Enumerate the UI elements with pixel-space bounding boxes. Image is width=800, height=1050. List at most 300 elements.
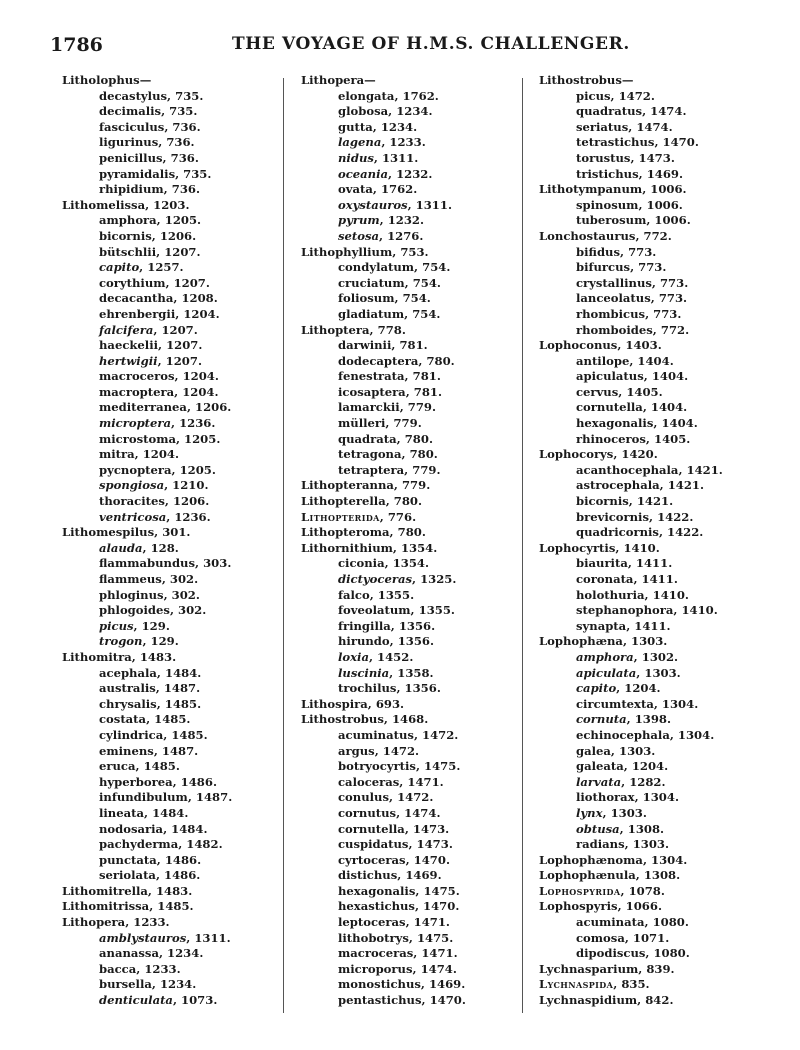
entry-separator: , bbox=[613, 977, 622, 992]
entry-name: decacantha bbox=[99, 291, 174, 306]
entry-page: 776 bbox=[387, 509, 413, 524]
entry-page: 736 bbox=[170, 150, 195, 165]
species-entry bbox=[58, 541, 290, 557]
species-entry bbox=[297, 463, 529, 479]
entry-period: . bbox=[410, 587, 415, 602]
entry-period: . bbox=[718, 462, 723, 477]
entry-period: . bbox=[211, 416, 216, 431]
entry-page: 1308 bbox=[627, 821, 661, 836]
entry-name: macroceras bbox=[338, 946, 414, 961]
entry-period: . bbox=[197, 852, 202, 867]
entry-page: 1234 bbox=[396, 104, 429, 119]
entry-period: . bbox=[664, 759, 669, 774]
entry-period: . bbox=[684, 275, 689, 290]
entry-name: argus bbox=[338, 743, 375, 758]
entry-name: fenestrata bbox=[338, 369, 405, 384]
entry-period: . bbox=[192, 977, 197, 992]
entry-separator: , bbox=[385, 416, 394, 431]
entry-name: leptoceras bbox=[338, 915, 406, 930]
entry-page: 1356 bbox=[397, 634, 430, 649]
entry-page: 1207 bbox=[161, 322, 194, 337]
entry-separator: , bbox=[620, 883, 629, 898]
genus-entry bbox=[58, 198, 290, 214]
entry-page: 1304 bbox=[651, 852, 684, 867]
entry-name: comosa bbox=[576, 930, 625, 945]
entry-page: 778 bbox=[377, 322, 402, 337]
entry-separator: , bbox=[163, 821, 172, 836]
species-entry bbox=[535, 291, 767, 307]
entry-name: seriolata bbox=[99, 868, 156, 883]
entry-name: oxystauros bbox=[338, 197, 408, 212]
entry-name: cyrtoceras bbox=[338, 852, 406, 867]
entry-separator: , bbox=[622, 634, 632, 649]
entry-separator: , bbox=[394, 88, 403, 103]
entry-period: . bbox=[418, 494, 423, 509]
entry-page: 1411 bbox=[634, 618, 667, 633]
genus-entry bbox=[535, 962, 767, 978]
entry-period: . bbox=[656, 681, 661, 696]
entry-name: capito bbox=[576, 681, 617, 696]
entry-page: 1485 bbox=[171, 727, 204, 742]
entry-page: 772 bbox=[643, 228, 668, 243]
entry-name: holothuria bbox=[576, 587, 645, 602]
entry-period: . bbox=[664, 837, 670, 852]
entry-page: 1303 bbox=[610, 805, 643, 820]
entry-separator: , bbox=[602, 805, 611, 820]
entry-name: acanthocephala bbox=[576, 462, 679, 477]
entry-name: hyperborea bbox=[99, 774, 173, 789]
entry-name: phloginus bbox=[99, 587, 164, 602]
species-entry bbox=[58, 369, 290, 385]
entry-separator: , bbox=[642, 852, 652, 867]
entry-separator: , bbox=[156, 696, 165, 711]
entry-period: . bbox=[433, 540, 438, 555]
entry-separator: , bbox=[628, 494, 637, 509]
species-entry bbox=[297, 354, 529, 370]
entry-period: . bbox=[660, 821, 665, 836]
entry-name: Lonchostaurus bbox=[539, 228, 636, 243]
entry-period: . bbox=[175, 759, 180, 774]
species-entry bbox=[535, 744, 767, 760]
entry-page: 1404 bbox=[661, 416, 694, 431]
entry-period: . bbox=[196, 868, 201, 883]
entry-name: Lithornithium bbox=[301, 540, 393, 555]
entry-page: 1078 bbox=[628, 883, 661, 898]
species-entry bbox=[535, 525, 767, 541]
entry-page: 1233 bbox=[144, 961, 177, 976]
entry-period: . bbox=[194, 150, 199, 165]
entry-period: . bbox=[172, 649, 177, 664]
entry-separator: , bbox=[134, 447, 143, 462]
entry-name: quadricornis bbox=[576, 525, 659, 540]
entry-page: 839 bbox=[646, 961, 671, 976]
entry-page: 779 bbox=[393, 416, 418, 431]
entry-name: Lophoconus bbox=[539, 338, 618, 353]
entry-separator: , bbox=[401, 447, 410, 462]
entry-page: 1207 bbox=[165, 353, 198, 368]
entry-name: tetraptera bbox=[338, 462, 405, 477]
entry-period: . bbox=[426, 478, 431, 493]
entry-name: infundibulum bbox=[99, 790, 188, 805]
entry-separator: , bbox=[415, 883, 424, 898]
entry-name: darwinii bbox=[338, 338, 392, 353]
entry-period: . bbox=[197, 696, 202, 711]
species-entry bbox=[58, 993, 290, 1009]
genus-entry bbox=[297, 697, 529, 713]
species-entry bbox=[297, 291, 529, 307]
entry-separator: , bbox=[163, 587, 172, 602]
entry-separator: , bbox=[156, 852, 165, 867]
entry-name: Lithospira bbox=[301, 696, 368, 711]
entry-page: 1486 bbox=[164, 868, 197, 883]
entry-separator: , bbox=[638, 961, 647, 976]
entry-page: 1303 bbox=[631, 634, 664, 649]
entry-separator: , bbox=[624, 930, 633, 945]
entry-name: icosaptera bbox=[338, 384, 406, 399]
entry-period: . bbox=[669, 993, 674, 1008]
entry-page: 1356 bbox=[404, 681, 437, 696]
entry-name: ovata bbox=[338, 182, 373, 197]
entry-name: crystallinus bbox=[576, 275, 652, 290]
entry-separator: , bbox=[650, 291, 659, 306]
entry-separator: , bbox=[394, 291, 403, 306]
species-entry bbox=[58, 759, 290, 775]
entry-page: 781 bbox=[399, 338, 424, 353]
entry-name: stephanophora bbox=[576, 603, 674, 618]
species-entry bbox=[535, 400, 767, 416]
species-entry bbox=[535, 946, 767, 962]
entry-separator: , bbox=[161, 104, 170, 119]
entry-separator: , bbox=[669, 727, 678, 742]
entry-name: flammabundus bbox=[99, 556, 196, 571]
entry-page: 1487 bbox=[161, 743, 195, 758]
entry-name: nodosaria bbox=[99, 821, 164, 836]
entry-page: 1236 bbox=[174, 509, 207, 524]
entry-page: 1358 bbox=[397, 665, 430, 680]
species-entry bbox=[535, 572, 767, 588]
entry-name: pycnoptera bbox=[99, 462, 172, 477]
entry-period: . bbox=[452, 572, 457, 586]
entry-period: . bbox=[196, 119, 201, 134]
species-entry bbox=[297, 229, 529, 245]
entry-name: torustus bbox=[576, 150, 631, 165]
entry-name: Litholophus— bbox=[62, 73, 152, 87]
entry-name: larvata bbox=[576, 774, 622, 789]
entry-page: 1276 bbox=[387, 228, 420, 243]
entry-separator: , bbox=[388, 104, 397, 119]
entry-page: 1469 bbox=[646, 166, 679, 181]
entry-name: acephala bbox=[99, 665, 157, 680]
entry-period: . bbox=[213, 993, 218, 1008]
entry-name: Lithomitrella bbox=[62, 883, 148, 898]
entry-name: trogon bbox=[99, 634, 143, 649]
entry-separator: , bbox=[637, 993, 646, 1008]
species-entry bbox=[58, 260, 290, 276]
species-entry bbox=[535, 245, 767, 261]
entry-name: foliosum bbox=[338, 291, 395, 306]
entry-name: ventricosa bbox=[99, 509, 167, 524]
entry-page: 1208 bbox=[181, 291, 214, 306]
species-entry bbox=[535, 151, 767, 167]
entry-name: microptera bbox=[99, 416, 172, 431]
entry-period: . bbox=[199, 946, 204, 961]
entry-page: 772 bbox=[660, 322, 686, 337]
entry-period: . bbox=[653, 447, 658, 462]
entry-separator: , bbox=[163, 727, 172, 742]
species-entry bbox=[58, 510, 290, 526]
entry-name: bütschlii bbox=[99, 244, 157, 259]
species-entry bbox=[297, 198, 529, 214]
entry-page: 1420 bbox=[621, 447, 654, 462]
entry-period: . bbox=[683, 400, 688, 415]
entry-separator: , bbox=[367, 696, 376, 711]
entry-page: 302 bbox=[178, 603, 203, 618]
species-entry bbox=[297, 899, 529, 915]
species-entry bbox=[58, 572, 290, 588]
entry-period: . bbox=[437, 868, 442, 883]
entry-separator: , bbox=[125, 915, 134, 930]
entry-separator: , bbox=[175, 166, 184, 181]
entry-name: brevicornis bbox=[576, 509, 649, 524]
entry-period: . bbox=[199, 88, 204, 103]
entry-name: decastylus bbox=[99, 88, 168, 103]
entry-page: 773 bbox=[638, 260, 663, 275]
entry-separator: , bbox=[139, 260, 148, 275]
species-entry bbox=[297, 853, 529, 869]
species-entry bbox=[535, 806, 767, 822]
entry-period: . bbox=[206, 509, 211, 524]
entry-name: ehrenbergii bbox=[99, 306, 176, 321]
species-entry bbox=[535, 712, 767, 728]
entry-name: mediterranea bbox=[99, 400, 187, 415]
entry-separator: , bbox=[385, 494, 394, 509]
entry-page: 1474 bbox=[650, 104, 683, 119]
entry-separator: , bbox=[161, 572, 170, 586]
entry-separator: , bbox=[169, 603, 179, 618]
entry-name: spongiosa bbox=[99, 478, 165, 493]
entry-period: . bbox=[650, 88, 655, 103]
species-entry bbox=[535, 603, 767, 619]
entry-page: 1006 bbox=[650, 182, 683, 197]
entry-separator: , bbox=[410, 603, 419, 618]
entry-period: . bbox=[226, 930, 231, 945]
entry-separator: , bbox=[158, 338, 167, 353]
species-entry bbox=[535, 104, 767, 120]
entry-period: . bbox=[448, 837, 453, 852]
entry-separator: , bbox=[404, 369, 413, 384]
entry-period: . bbox=[684, 369, 689, 384]
entry-page: 1006 bbox=[654, 213, 687, 228]
entry-period: . bbox=[674, 649, 679, 664]
entry-separator: , bbox=[613, 447, 622, 462]
entry-name: cornutus bbox=[338, 805, 397, 820]
entry-period: . bbox=[202, 603, 207, 618]
entry-name: costata bbox=[99, 712, 147, 727]
entry-name: Lithopteranna bbox=[301, 478, 394, 493]
entry-period: . bbox=[669, 494, 674, 509]
entry-page: 1469 bbox=[428, 977, 462, 992]
entry-name: apiculatus bbox=[576, 369, 644, 384]
species-entry bbox=[297, 135, 529, 151]
entry-separator: , bbox=[397, 868, 406, 883]
entry-separator: , bbox=[421, 993, 430, 1008]
entry-separator: , bbox=[645, 946, 654, 961]
entry-page: 1066 bbox=[625, 899, 658, 914]
entry-separator: , bbox=[154, 525, 163, 540]
entry-separator: , bbox=[133, 618, 142, 633]
entry-page: 1762 bbox=[402, 88, 435, 103]
entry-period: . bbox=[413, 182, 418, 197]
species-entry bbox=[535, 478, 767, 494]
entry-separator: , bbox=[653, 416, 662, 431]
entry-page: 1469 bbox=[405, 868, 438, 883]
entry-period: . bbox=[196, 244, 201, 259]
entry-name: Lithostrobus— bbox=[539, 73, 634, 87]
entry-period: . bbox=[430, 634, 435, 649]
entry-page: 773 bbox=[659, 275, 685, 290]
species-entry bbox=[297, 603, 529, 619]
entry-separator: , bbox=[405, 915, 414, 930]
entry-separator: , bbox=[172, 774, 181, 789]
entry-period: . bbox=[665, 930, 670, 945]
entry-period: . bbox=[188, 883, 193, 898]
entry-separator: , bbox=[155, 681, 164, 696]
entry-separator: , bbox=[404, 821, 413, 836]
entry-separator: , bbox=[171, 416, 180, 431]
genus-entry bbox=[535, 73, 767, 89]
entry-name: Lithophyllium bbox=[301, 244, 393, 259]
entry-page: 1354 bbox=[392, 556, 425, 571]
entry-page: 1487 bbox=[195, 790, 229, 805]
entry-page: 128 bbox=[150, 540, 175, 555]
genus-entry bbox=[297, 478, 529, 494]
entry-name: apiculata bbox=[576, 665, 637, 680]
entry-page: 780 bbox=[397, 525, 422, 540]
entry-separator: , bbox=[166, 509, 175, 524]
entry-separator: , bbox=[155, 868, 165, 883]
entry-separator: , bbox=[413, 727, 423, 742]
entry-period: . bbox=[678, 166, 684, 181]
entry-name: Lychnasparium bbox=[539, 961, 639, 976]
entry-name: Lithopera— bbox=[301, 73, 376, 87]
entry-separator: , bbox=[610, 88, 619, 103]
entry-name: cervus bbox=[576, 384, 619, 399]
entry-separator: , bbox=[636, 665, 645, 680]
entry-page: 1204 bbox=[631, 759, 665, 774]
entry-separator: , bbox=[388, 166, 397, 181]
genus-entry bbox=[535, 993, 767, 1009]
entry-period: . bbox=[431, 618, 436, 633]
entry-separator: , bbox=[646, 213, 655, 228]
entry-name: Lithotympanum bbox=[539, 182, 643, 197]
entry-name: Lithopteroma bbox=[301, 525, 390, 540]
species-entry bbox=[58, 120, 290, 136]
entry-name: Lophocorys bbox=[539, 447, 614, 462]
entry-separator: , bbox=[654, 135, 663, 150]
entry-period: . bbox=[673, 572, 678, 586]
entry-separator: , bbox=[633, 572, 642, 586]
entry-separator: , bbox=[642, 104, 651, 119]
genus-entry bbox=[535, 182, 767, 198]
entry-separator: , bbox=[146, 712, 155, 727]
species-entry bbox=[58, 400, 290, 416]
species-entry bbox=[535, 463, 767, 479]
entry-name: Lychnaspidium bbox=[539, 993, 638, 1008]
entry-name: pachyderma bbox=[99, 837, 179, 852]
species-entry bbox=[297, 915, 529, 931]
entry-period: . bbox=[700, 478, 705, 493]
entry-separator: , bbox=[186, 930, 195, 945]
entry-period: . bbox=[666, 618, 671, 633]
entry-name: coronata bbox=[576, 572, 634, 586]
species-entry bbox=[297, 307, 529, 323]
entry-name: amblystauros bbox=[99, 930, 187, 945]
species-entry bbox=[297, 104, 529, 120]
entry-separator: , bbox=[172, 993, 182, 1008]
entry-separator: , bbox=[167, 88, 176, 103]
genus-entry bbox=[297, 510, 529, 526]
entry-page: 302 bbox=[169, 572, 195, 586]
entry-page: 301 bbox=[162, 525, 187, 540]
entry-period: . bbox=[419, 228, 424, 243]
entry-page: 1303 bbox=[632, 837, 665, 852]
entry-period: . bbox=[196, 681, 201, 696]
entry-separator: , bbox=[379, 213, 388, 228]
species-entry bbox=[297, 744, 529, 760]
entry-period: . bbox=[185, 197, 190, 212]
species-entry bbox=[535, 775, 767, 791]
entry-separator: , bbox=[404, 462, 413, 477]
species-entry bbox=[535, 697, 767, 713]
species-entry bbox=[297, 572, 529, 588]
species-entry bbox=[535, 822, 767, 838]
entry-period: . bbox=[204, 478, 209, 493]
entry-page: 1452 bbox=[377, 649, 410, 664]
entry-separator: , bbox=[389, 525, 398, 540]
entry-name: distichus bbox=[338, 868, 398, 883]
entry-separator: , bbox=[149, 899, 158, 914]
species-entry bbox=[297, 416, 529, 432]
entry-separator: , bbox=[645, 431, 654, 446]
species-entry bbox=[58, 619, 290, 635]
entry-page: 1311 bbox=[194, 930, 227, 945]
species-entry bbox=[58, 775, 290, 791]
species-entry bbox=[535, 385, 767, 401]
entry-name: gladiatum bbox=[338, 306, 405, 321]
entry-period: . bbox=[176, 961, 181, 976]
entry-page: 1482 bbox=[186, 837, 219, 852]
entry-period: . bbox=[655, 540, 660, 555]
entry-separator: , bbox=[158, 946, 168, 961]
entry-period: . bbox=[215, 306, 220, 321]
entry-period: . bbox=[203, 727, 208, 742]
entry-name: luscinia bbox=[338, 665, 390, 680]
entry-separator: , bbox=[623, 759, 632, 774]
entry-period: . bbox=[175, 447, 180, 462]
entry-separator: , bbox=[610, 743, 619, 758]
entry-page: 1762 bbox=[380, 182, 414, 197]
entry-page: 781 bbox=[413, 384, 438, 399]
entry-page: 1311 bbox=[381, 150, 415, 165]
entry-page: 1411 bbox=[635, 556, 669, 571]
entry-separator: , bbox=[405, 852, 414, 867]
species-entry bbox=[535, 619, 767, 635]
entry-page: 1473 bbox=[638, 150, 671, 165]
entry-separator: , bbox=[404, 306, 413, 321]
entry-period: . bbox=[436, 306, 441, 321]
entry-page: 1474 bbox=[420, 961, 453, 976]
entry-page: 1232 bbox=[396, 166, 429, 181]
